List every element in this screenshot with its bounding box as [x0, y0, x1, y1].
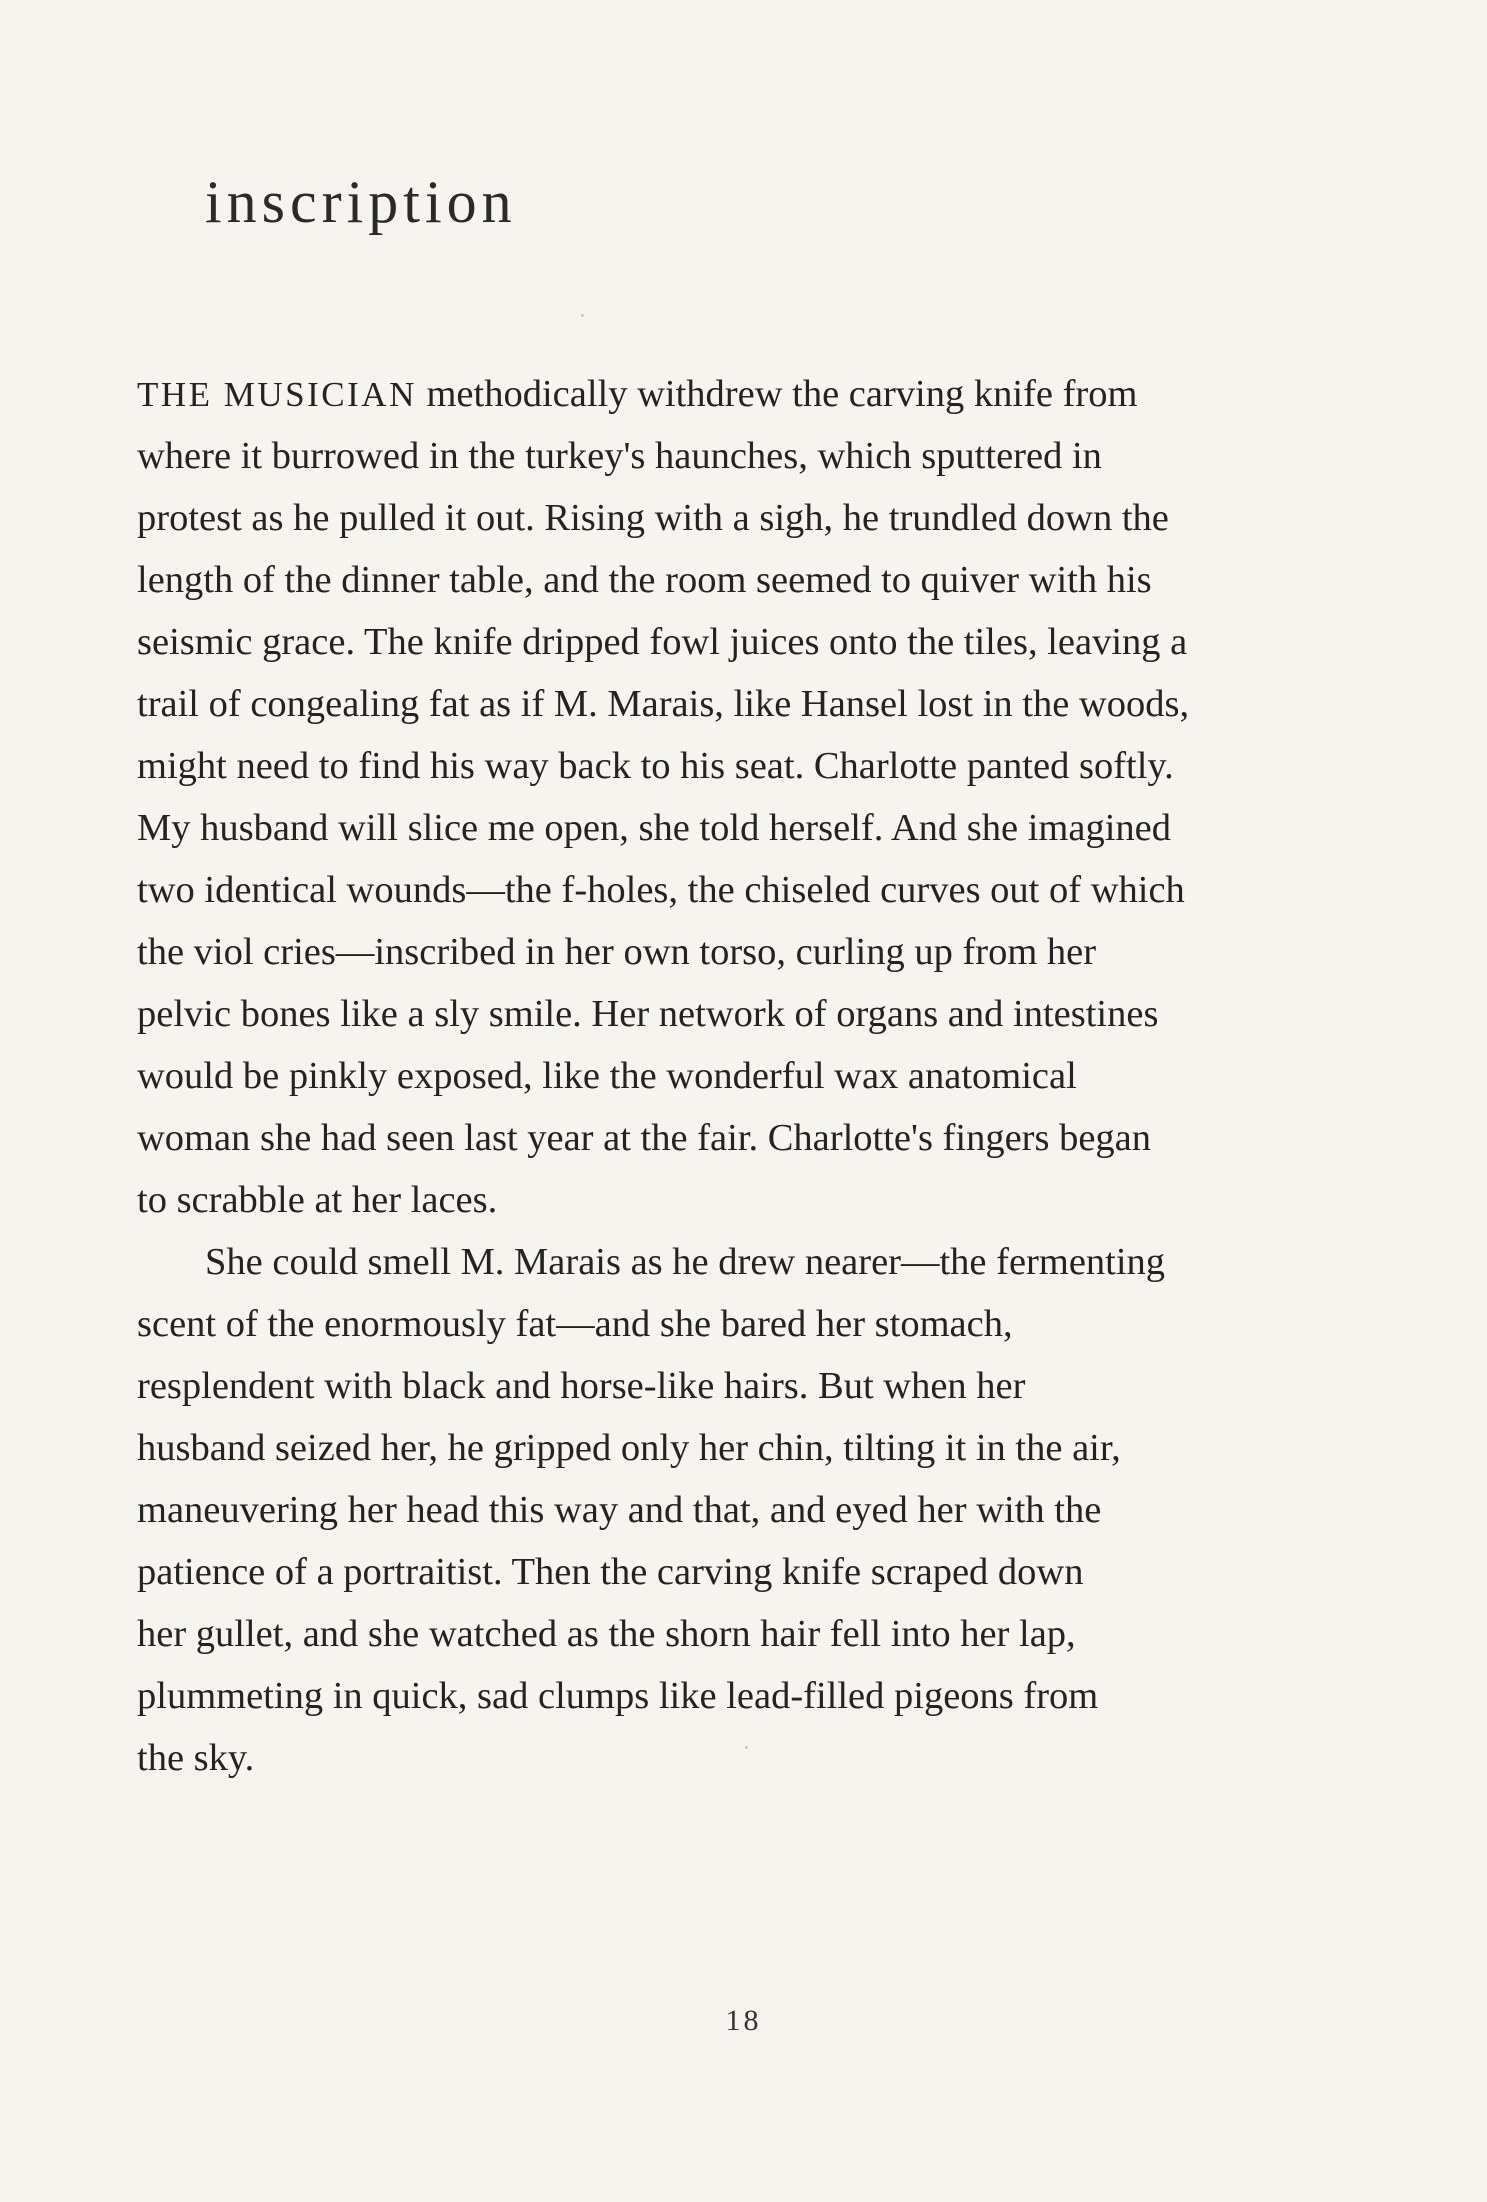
text-line: the viol cries—inscribed in her own torso, curling up from her: [137, 931, 1097, 973]
text-line: woman she had seen last year at the fair. Charlotte's fingers began: [137, 1117, 1152, 1159]
text-line: pelvic bones like a sly smile. Her network of organs and intestines: [137, 993, 1159, 1035]
text-line: resplendent with black and horse-like hairs. But when her: [137, 1365, 1026, 1407]
text-line: might need to find his way back to his seat. Charlotte panted softly.: [137, 745, 1174, 787]
lead-in-small-caps: THE MUSICIAN: [137, 375, 417, 414]
text-line: scent of the enormously fat—and she bared her stomach,: [137, 1303, 1013, 1345]
text-line: My husband will slice me open, she told herself. And she imagined: [137, 807, 1171, 849]
text-line: seismic grace. The knife dripped fowl juices onto the tiles, leaving a: [137, 621, 1188, 663]
chapter-title: inscription: [205, 169, 517, 235]
text-line: plummeting in quick, sad clumps like lead-filled pigeons from: [137, 1675, 1099, 1717]
paper-speck: [581, 314, 584, 317]
text-line: where it burrowed in the turkey's haunches, which sputtered in: [137, 435, 1102, 477]
text-line: husband seized her, he gripped only her chin, tilting it in the air,: [137, 1427, 1121, 1469]
text-line: would be pinkly exposed, like the wonderful wax anatomical: [137, 1055, 1077, 1097]
text-line: to scrabble at her laces.: [137, 1179, 498, 1221]
text-line: two identical wounds—the f-holes, the chiseled curves out of which: [137, 869, 1185, 911]
text-line: THE MUSICIAN methodically withdrew the carving knife from: [137, 373, 1138, 415]
page-number: 18: [725, 2004, 762, 2037]
text-line: She could smell M. Marais as he drew nearer—the fermenting: [205, 1241, 1166, 1283]
text-line: patience of a portraitist. Then the carving knife scraped down: [137, 1551, 1084, 1593]
text-line: maneuvering her head this way and that, and eyed her with the: [137, 1489, 1102, 1531]
text-line: trail of congealing fat as if M. Marais, like Hansel lost in the woods,: [137, 683, 1190, 725]
text-line: length of the dinner table, and the room seemed to quiver with his: [137, 559, 1152, 601]
text-line: protest as he pulled it out. Rising with a sigh, he trundled down the: [137, 497, 1169, 539]
text-line: her gullet, and she watched as the shorn hair fell into her lap,: [137, 1613, 1076, 1655]
paper-speck: [745, 1746, 748, 1749]
text-line: the sky.: [137, 1737, 255, 1779]
